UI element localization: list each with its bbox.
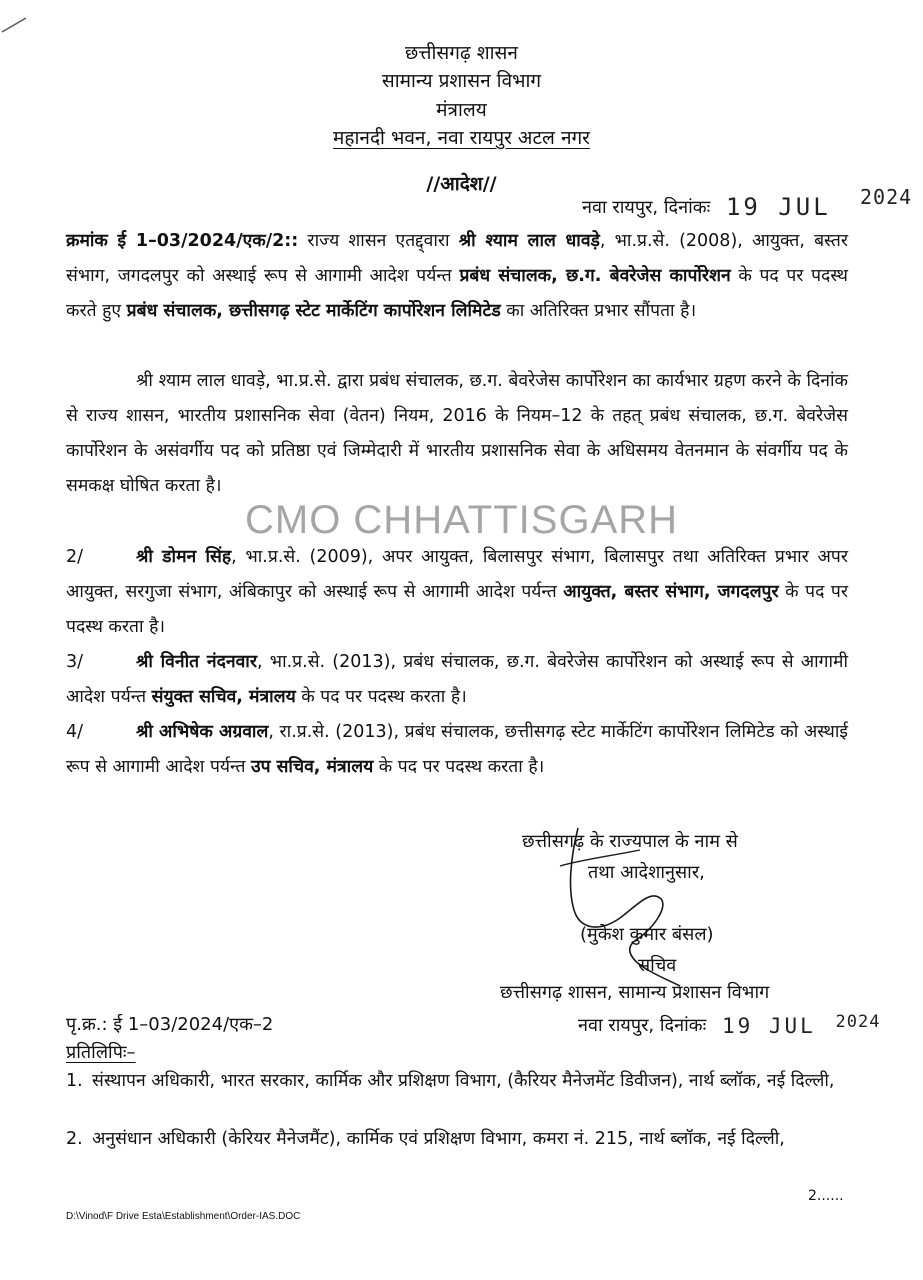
signature-date-label: नवा रायपुर, दिनांकः [578, 1015, 707, 1036]
para4-text-1: , भा.प्र.से. (2013), प्रबंध संचालक, छ.ग. बेवरेजेस कार्पोरेशन को अस्थाई रूप से आगामी आदेश पर्यन्त [66, 652, 848, 707]
header-address: महानदी भवन, नवा रायपुर अटल नगर [333, 127, 590, 149]
recipient-text: संस्थापन अधिकारी, भारत सरकार, कार्मिक और प्रशिक्षण विभाग, (कैरियर मैनेजमेंट डिवीजन), नार्थ ब्लॉक, नई दिल्ली, [92, 1071, 835, 1091]
signature-line-2: तथा आदेशानुसार, [588, 862, 705, 883]
order-reference: क्रमांक ई 1–03/2024/एक/2:: [66, 231, 299, 251]
header-department: सामान्य प्रशासन विभाग [381, 70, 542, 92]
handwritten-signature [540, 820, 710, 990]
officer-name-3: श्री विनीत नंदनवार [136, 652, 258, 672]
order-paragraph-4 [66, 645, 848, 715]
para1-text-1: राज्य शासन एतद्द्वारा [298, 231, 459, 251]
order-paragraph-3 [66, 540, 848, 645]
signature-date-line [578, 1012, 881, 1038]
signatory-name: (मुकेश कुमार बंसल) [580, 924, 714, 945]
next-page-marker: 2...... [808, 1188, 844, 1204]
order-paragraph-2 [66, 364, 848, 504]
para5-text-2: के पद पर पदस्थ करता है। [373, 757, 545, 777]
para3-number: 2/ [66, 547, 84, 567]
endorsement-reference: पृ.क्र.: ई 1–03/2024/एक–2 [66, 1014, 274, 1035]
signature-line-1: छत्तीसगढ़ के राज्यपाल के नाम से [522, 831, 738, 852]
header-government: छत्तीसगढ़ शासन [405, 42, 518, 64]
file-path-footer: D:\Vinod\F Drive Esta\Establishment\Order-IAS.DOC [66, 1211, 301, 1222]
date-label: नवा रायपुर, दिनांकः [582, 197, 711, 218]
order-paragraph-1 [66, 224, 848, 329]
para3-text-1: , भा.प्र.से. (2009), अपर आयुक्त, बिलासपुर संभाग, बिलासपुर तथा अतिरिक्त प्रभार अपर आयुक्त, सरगुजा संभाग, अंबिकापुर को अस्थाई रूप से आगामी आदेश पर्यन्त [66, 547, 849, 602]
recipient-number: 1. [66, 1071, 83, 1091]
posting-2: आयुक्त, बस्तर संभाग, जगदलपुर [563, 582, 779, 602]
para1-text-3: के पद पर पदस्थ करते हुए [66, 266, 848, 321]
para3-text-2: के पद पर पदस्थ करता है। [66, 582, 848, 637]
para5-number: 4/ [66, 722, 84, 742]
posting-3: संयुक्त सचिव, मंत्रालय [151, 687, 296, 707]
order-paragraph-5 [66, 715, 848, 785]
copy-recipient-2 [66, 1124, 848, 1154]
watermark: CMO CHHATTISGARH [244, 498, 679, 542]
posting-4: उप सचिव, मंत्रालय [250, 757, 374, 777]
posting-1: प्रबंध संचालक, छ.ग. बेवरेजेस कार्पोरेशन [459, 266, 731, 286]
recipient-text: अनुसंधान अधिकारी (केरियर मैनेजमैंट), कार्मिक एवं प्रशिक्षण विभाग, कमरा नं. 215, नार्थ ब्लॉक, नई दिल्ली, [92, 1129, 785, 1149]
copy-to-label: प्रतिलिपिः– [66, 1042, 136, 1063]
copy-recipient-1 [66, 1066, 848, 1096]
order-title: //आदेश// [426, 173, 497, 195]
para2-text: श्री श्याम लाल धावड़े, भा.प्र.से. द्वारा प्रबंध संचालक, छ.ग. बेवरेजेस कार्पोरेशन का कार्यभार ग्रहण करने के दिनांक से राज्य शासन, भारतीय प्रशासनिक सेवा (वेतन) नियम, 2016 के नियम–12 के तहत् प्रबंध संचालक, छ.ग. बेवरेजेस कार्पोरेशन के असंवर्गीय पद को प्रतिष्ठा एवं जिम्मेदारी में भारतीय प्रशासनिक सेवा के अधिसमय वेतनमान के संवर्गीय पद के समकक्ष घोषित करता है। [66, 371, 848, 496]
header-ministry: मंत्रालय [436, 99, 487, 121]
additional-charge-1: प्रबंध संचालक, छत्तीसगढ़ स्टेट मार्केटिंग कार्पोरेशन लिमिटेड [126, 301, 501, 321]
signature-date-stamp: 19 JUL [721, 1014, 816, 1038]
date-stamp-year: 2024 [860, 185, 913, 209]
para4-text-2: के पद पर पदस्थ करता है। [295, 687, 467, 707]
para1-text-4: का अतिरिक्त प्रभार सौंपता है। [500, 301, 697, 321]
scan-corner-mark [0, 0, 40, 40]
date-stamp: 19 JUL [725, 193, 831, 221]
signature-date-year: 2024 [835, 1012, 881, 1032]
signatory-designation: सचिव [638, 955, 677, 976]
para4-number: 3/ [66, 652, 84, 672]
officer-name-4: श्री अभिषेक अग्रवाल [136, 722, 269, 742]
para1-text-2: , भा.प्र.से. (2008), आयुक्त, बस्तर संभाग, जगदलपुर को अस्थाई रूप से आगामी आदेश पर्यन्त [66, 231, 849, 286]
signatory-department: छत्तीसगढ़ शासन, सामान्य प्रशासन विभाग [500, 982, 770, 1003]
order-date-line [582, 185, 913, 221]
recipient-number: 2. [66, 1129, 83, 1149]
officer-name-2: श्री डोमन सिंह [136, 547, 232, 567]
para5-text-1: , रा.प्र.से. (2013), प्रबंध संचालक, छत्तीसगढ़ स्टेट मार्केटिंग कार्पोरेशन लिमिटेड को अस्थाई रूप से आगामी आदेश पर्यन्त [66, 722, 848, 777]
officer-name-1: श्री श्याम लाल धावड़े [458, 231, 600, 251]
